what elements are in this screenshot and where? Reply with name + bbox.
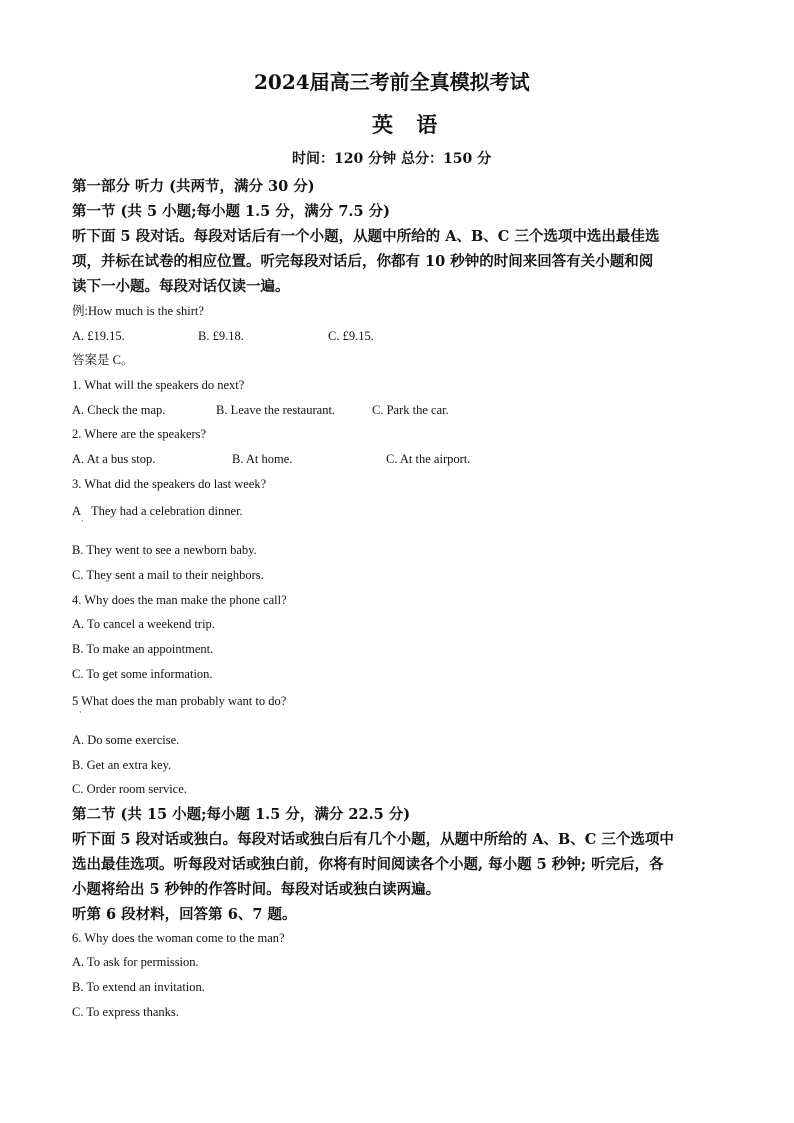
time-score-info: 时间：120 分钟 总分：150 分: [292, 151, 492, 167]
section1-instruction-line: 听下面 5 段对话。每段对话后有一个小题，从题中所给的 A、B、C 三个选项中选出最佳选: [72, 228, 660, 245]
section1-instruction-line: 读下一小题。每段对话仅读一遍。: [72, 278, 290, 295]
section1-instruction-line: 项，并标在试卷的相应位置。听完每段对话后，你都有 10 秒钟的时间来回答有关小题和阅: [72, 253, 654, 270]
stray-dot-mark: ·: [81, 517, 84, 526]
q5-option-a: A. Do some exercise.: [72, 733, 180, 747]
question-3: 3. What did the speakers do last week?: [72, 477, 267, 491]
q3-option-c: C. They sent a mail to their neighbors.: [72, 568, 264, 582]
stray-dot-mark: ·: [79, 708, 82, 717]
q2-option-b: B. At home.: [232, 452, 293, 466]
question-6: 6. Why does the woman come to the man?: [72, 931, 285, 945]
section2-instruction-line: 选出最佳选项。听每段对话或独白前，你将有时间阅读各个小题, 每小题 5 秒钟; 听完后，各: [72, 856, 664, 873]
question-5: 5 What does the man probably want to do?: [72, 694, 287, 708]
part1-heading: 第一部分 听力 (共两节，满分 30 分): [72, 178, 315, 195]
q6-option-a: A. To ask for permission.: [72, 955, 199, 969]
example-answer: 答案是 C。: [72, 353, 134, 367]
q2-option-a: A. At a bus stop.: [72, 452, 156, 466]
example-option-a: A. £19.15.: [72, 329, 125, 343]
q5-option-b: B. Get an extra key.: [72, 758, 172, 772]
q3-option-a-letter: A: [72, 504, 82, 518]
q1-option-a: A. Check the map.: [72, 403, 166, 417]
section1-heading: 第一节 (共 5 小题;每小题 1.5 分，满分 7.5 分): [72, 203, 390, 220]
subject-title: 英 语: [372, 112, 446, 137]
q1-option-b: B. Leave the restaurant.: [216, 403, 336, 417]
q4-option-c: C. To get some information.: [72, 667, 213, 681]
example-question: 例:How much is the shirt?: [72, 304, 204, 318]
q1-option-c: C. Park the car.: [372, 403, 449, 417]
exam-title: 2024届高三考前全真模拟考试: [254, 70, 530, 94]
q5-option-c: C. Order room service.: [72, 782, 187, 796]
question-1: 1. What will the speakers do next?: [72, 378, 245, 392]
q2-option-c: C. At the airport.: [386, 452, 471, 466]
q6-option-c: C. To express thanks.: [72, 1005, 179, 1019]
q3-option-b: B. They went to see a newborn baby.: [72, 543, 257, 557]
section2-instruction-line: 小题将给出 5 秒钟的作答时间。每段对话或独白读两遍。: [72, 881, 441, 898]
q6-option-b: B. To extend an invitation.: [72, 980, 205, 994]
question-2: 2. Where are the speakers?: [72, 427, 207, 441]
material-6-heading: 听第 6 段材料，回答第 6、7 题。: [72, 906, 297, 923]
example-option-b: B. £9.18.: [198, 329, 244, 343]
question-4: 4. Why does the man make the phone call?: [72, 593, 287, 607]
q4-option-a: A. To cancel a weekend trip.: [72, 617, 215, 631]
q3-option-a-text: They had a celebration dinner.: [91, 504, 243, 518]
q4-option-b: B. To make an appointment.: [72, 642, 214, 656]
example-option-c: C. £9.15.: [328, 329, 374, 343]
section2-instruction-line: 听下面 5 段对话或独白。每段对话或独白后有几个小题，从题中所给的 A、B、C 三个选项中: [72, 831, 674, 848]
section2-heading: 第二节 (共 15 小题;每小题 1.5 分，满分 22.5 分): [72, 806, 411, 823]
